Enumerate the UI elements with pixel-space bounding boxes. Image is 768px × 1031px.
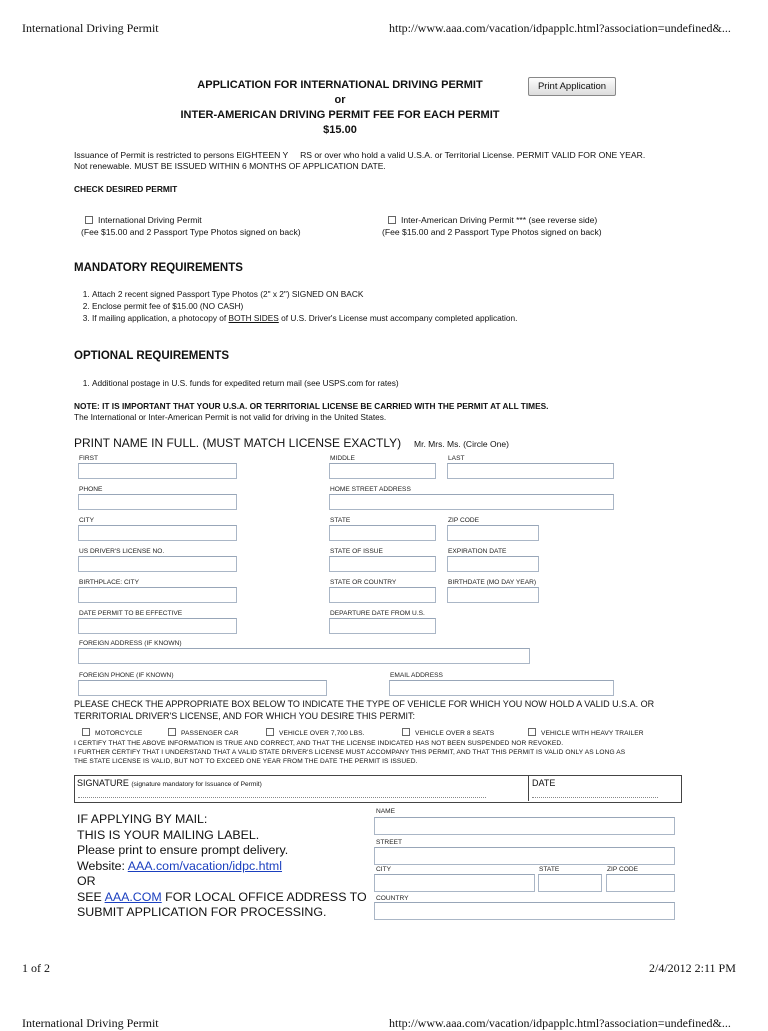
last-name-input[interactable] (447, 463, 614, 479)
mandatory-heading: MANDATORY REQUIREMENTS (74, 262, 243, 274)
state-of-issue-input[interactable] (329, 556, 436, 572)
website-line: Website: AAA.com/vacation/idpc.html (77, 858, 283, 873)
checkbox-icon[interactable] (82, 728, 90, 736)
email-input[interactable] (389, 680, 614, 696)
expiration-input[interactable] (447, 556, 539, 572)
vehicle-option-heavy-trailer[interactable]: VEHICLE WITH HEAVY TRAILER (528, 728, 644, 737)
birthdate-label: BIRTHDATE (MO DAY YEAR) (448, 579, 537, 586)
list-item: 2. Enclose permit fee of $15.00 (NO CASH) (92, 300, 517, 312)
certify-line-1: I CERTIFY THAT THE ABOVE INFORMATION IS TRUE AND CORRECT, AND THAT THE LICENSE INDICATED HAS NOT BEEN SUSPENDED NOR REVOKED. (74, 740, 564, 747)
checkbox-icon[interactable] (85, 216, 93, 224)
phone-label: PHONE (79, 486, 103, 493)
permit-option-label: Inter-American Driving Permit *** (see reverse side) (401, 215, 598, 225)
mail-street-label: STREET (376, 839, 403, 846)
mailing-line: THIS IS YOUR MAILING LABEL. (77, 827, 260, 842)
phone-input[interactable] (78, 494, 237, 510)
permit-option-inter-american-fee: (Fee $15.00 and 2 Passport Type Photos signed on back) (382, 227, 602, 237)
mail-country-label: COUNTRY (376, 895, 409, 902)
certify-line-3: THE STATE LICENSE IS VALID, BUT NOT TO EXCEED ONE YEAR FROM THE DATE THE PERMIT IS ISSUED. (74, 758, 418, 765)
title-line-1: APPLICATION FOR INTERNATIONAL DRIVING PERMIT (197, 79, 483, 91)
mailing-line: IF APPLYING BY MAIL: (77, 812, 208, 826)
website-link[interactable]: AAA.com/vacation/idpc.html (127, 858, 283, 873)
mail-name-input[interactable] (374, 817, 675, 835)
mailing-line: OR (77, 874, 96, 888)
list-item: 3. If mailing application, a photocopy of BOTH SIDES of U.S. Driver's License must accompany completed application. (92, 312, 517, 324)
license-no-input[interactable] (78, 556, 237, 572)
state-country-input[interactable] (329, 587, 436, 603)
date-line[interactable] (532, 797, 658, 798)
middle-name-input[interactable] (329, 463, 436, 479)
checkbox-icon[interactable] (388, 216, 396, 224)
vehicle-instruction-line-1: PLEASE CHECK THE APPROPRIATE BOX BELOW TO INDICATE THE TYPE OF VEHICLE FOR WHICH YOU NOW HOLD A VALID U.S.A. OR (74, 699, 655, 709)
mail-state-label: STATE (539, 866, 560, 873)
permit-option-international[interactable] (85, 215, 202, 226)
signature-line[interactable] (78, 797, 486, 798)
date-effective-label: DATE PERMIT TO BE EFFECTIVE (79, 610, 183, 617)
state-input[interactable] (329, 525, 436, 541)
permit-option-inter-american[interactable] (388, 215, 597, 226)
license-no-label: US DRIVER'S LICENSE NO. (79, 548, 165, 555)
mailing-line: SUBMIT APPLICATION FOR PROCESSING. (77, 905, 327, 919)
note-bold: NOTE: IT IS IMPORTANT THAT YOUR U.S.A. OR TERRITORIAL LICENSE BE CARRIED WITH THE PERMIT AT ALL TIMES. (74, 401, 549, 411)
note-normal: The International or Inter-American Permit is not valid for driving in the United States. (74, 412, 387, 422)
mail-city-label: CITY (376, 866, 392, 873)
first-label: FIRST (79, 455, 99, 462)
list-item: 1. Attach 2 recent signed Passport Type Photos (2" x 2") SIGNED ON BACK (92, 288, 517, 300)
certify-line-2: I FURTHER CERTIFY THAT I UNDERSTAND THAT A VALID STATE DRIVER'S LICENSE MUST ACCOMPANY THIS PERMIT, AND THAT THIS PERMIT IS VALID ONLY AS LONG AS (74, 749, 626, 756)
check-permit-heading: CHECK DESIRED PERMIT (74, 184, 178, 194)
mailing-instructions (77, 812, 367, 921)
vehicle-option-passenger-car[interactable]: PASSENGER CAR (168, 728, 239, 737)
see-line: SEE AAA.COM FOR LOCAL OFFICE ADDRESS TO (77, 889, 367, 904)
foreign-address-label: FOREIGN ADDRESS (IF KNOWN) (79, 640, 182, 647)
middle-label: MIDDLE (330, 455, 355, 462)
print-footer-page: 1 of 2 (22, 961, 50, 975)
state-of-issue-label: STATE OF ISSUE (330, 548, 383, 555)
mail-name-label: NAME (376, 808, 396, 815)
first-name-input[interactable] (78, 463, 237, 479)
mail-country-input[interactable] (374, 902, 675, 920)
foreign-address-input[interactable] (78, 648, 530, 664)
mail-state-input[interactable] (538, 874, 602, 892)
mail-city-input[interactable] (374, 874, 535, 892)
city-label: CITY (79, 517, 95, 524)
salutation-label: Mr. Mrs. Ms. (Circle One) (414, 439, 509, 449)
vehicle-instruction-line-2: TERRITORIAL DRIVER'S LICENSE, AND FOR WHICH YOU DESIRE THIS PERMIT: (74, 711, 415, 721)
state-label: STATE (330, 517, 351, 524)
next-page-header-title: International Driving Permit (22, 1016, 159, 1030)
print-name-heading: PRINT NAME IN FULL. (MUST MATCH LICENSE EXACTLY) (74, 436, 402, 450)
signature-divider (528, 775, 529, 801)
checkbox-icon[interactable] (168, 728, 176, 736)
mailing-line: Please print to ensure prompt delivery. (77, 843, 289, 857)
checkbox-icon[interactable] (528, 728, 536, 736)
intro-line-1: Issuance of Permit is restricted to persons EIGHTEEN Y RS or over who hold a valid U.S.A. or Territorial License. PERMIT VALID FOR ONE YEAR. (74, 150, 646, 160)
city-input[interactable] (78, 525, 237, 541)
zip-input[interactable] (447, 525, 539, 541)
title-line-3: INTER-AMERICAN DRIVING PERMIT FEE FOR EACH PERMIT (180, 109, 500, 121)
next-page-header-url: http://www.aaa.com/vacation/idpapplc.html?association=undefined&... (389, 1016, 731, 1030)
home-address-input[interactable] (329, 494, 614, 510)
mail-zip-label: ZIP CODE (607, 866, 639, 873)
optional-list (74, 377, 399, 389)
mail-zip-input[interactable] (606, 874, 675, 892)
permit-option-label: International Driving Permit (98, 215, 202, 225)
last-label: LAST (448, 455, 465, 462)
departure-label: DEPARTURE DATE FROM U.S. (330, 610, 425, 617)
foreign-phone-label: FOREIGN PHONE (IF KNOWN) (79, 672, 174, 679)
print-application-button[interactable]: Print Application (528, 77, 616, 96)
zip-label: ZIP CODE (448, 517, 480, 524)
print-header-url: http://www.aaa.com/vacation/idpapplc.html?association=undefined&... (389, 21, 731, 35)
print-footer-datetime: 2/4/2012 2:11 PM (649, 961, 736, 975)
mail-street-input[interactable] (374, 847, 675, 865)
birthplace-input[interactable] (78, 587, 237, 603)
print-header-title: International Driving Permit (22, 21, 159, 35)
optional-heading: OPTIONAL REQUIREMENTS (74, 350, 230, 362)
intro-line-2: Not renewable. MUST BE ISSUED WITHIN 6 MONTHS OF APPLICATION DATE. (74, 161, 386, 171)
birthdate-input[interactable] (447, 587, 539, 603)
state-country-label: STATE OR COUNTRY (330, 579, 397, 586)
email-label: EMAIL ADDRESS (390, 672, 443, 679)
vehicle-option-over-7700[interactable]: VEHICLE OVER 7,700 LBS. (266, 728, 365, 737)
title-line-2: or (334, 94, 346, 106)
aaa-link[interactable]: AAA.COM (104, 889, 162, 904)
checkbox-icon[interactable] (402, 728, 410, 736)
date-label: DATE (532, 778, 556, 788)
signature-label: SIGNATURE (signature mandatory for Issuance of Permit) (77, 778, 262, 788)
permit-option-international-fee: (Fee $15.00 and 2 Passport Type Photos signed on back) (81, 227, 301, 237)
home-address-label: HOME STREET ADDRESS (330, 486, 411, 493)
expiration-label: EXPIRATION DATE (448, 548, 507, 555)
mandatory-list (74, 288, 517, 324)
checkbox-icon[interactable] (266, 728, 274, 736)
title-line-4: $15.00 (323, 124, 357, 136)
date-effective-input[interactable] (78, 618, 237, 634)
vehicle-option-over-8-seats[interactable]: VEHICLE OVER 8 SEATS (402, 728, 494, 737)
foreign-phone-input[interactable] (78, 680, 327, 696)
departure-input[interactable] (329, 618, 436, 634)
vehicle-option-motorcycle[interactable]: MOTORCYCLE (82, 728, 142, 737)
list-item: 1. Additional postage in U.S. funds for expedited return mail (see USPS.com for rates) (92, 377, 399, 389)
birthplace-label: BIRTHPLACE: CITY (79, 579, 139, 586)
